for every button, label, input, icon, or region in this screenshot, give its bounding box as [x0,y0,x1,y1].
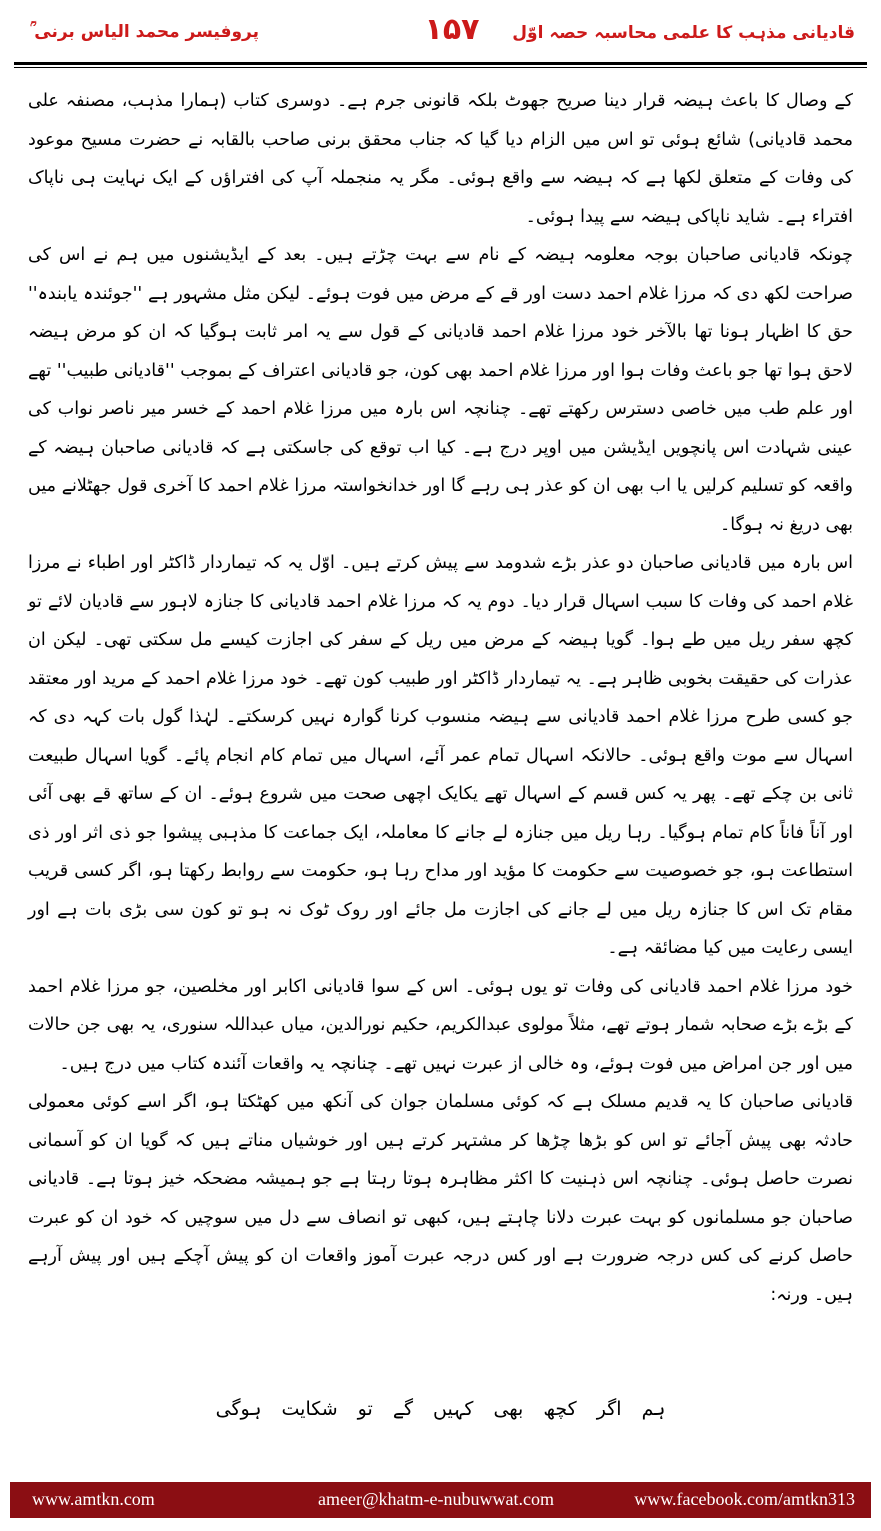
website-link[interactable]: www.amtkn.com [32,1489,155,1509]
facebook-link[interactable]: www.facebook.com/amtkn313 [634,1489,855,1509]
paragraph-2: چونکہ قادیانی صاحبان بوجہ معلومہ ہیضہ کے نام سے بہت چڑتے ہیں۔ بعد کے ایڈیشنوں میں ہم نے اس کی صراحت لکھ دی کہ مرزا غلام احمد دست اور قے کے مرض میں فوت ہوئے۔ لیکن مثل مشہور ہے ''جوئندہ یابندہ'' حق کا اظہار ہونا تھا بالآخر خود مرزا غلام احمد قادیانی کے قول سے یہ امر ثابت ہوگیا کہ ان کو مرض ہیضہ لاحق ہوا تھا جو باعث وفات ہوا اور مرزا غلام احمد بھی کون، جو قادیانی اعتراف کے بموجب ''قادیانی طبیب'' تھے اور علم طب میں خاصی دسترس رکھتے تھے۔ چنانچہ اس بارہ میں مرزا غلام احمد کے خسر میر ناصر نواب کی عینی شہادت اس پانچویں ایڈیشن میں اوپر درج ہے۔ کیا اب توقع کی جاسکتی ہے کہ قادیانی صاحبان ہیضہ کے واقعہ کو تسلیم کرلیں یا اب بھی ان کو عذر ہی رہے گا اور خدانخواستہ مرزا غلام احمد کا آخری قول جھٹلانے میں بھی دریغ نہ ہوگا۔ [28,245,853,535]
page-footer [10,1482,871,1518]
page-number: ۱۵۷ [424,12,480,47]
author-name: پروفیسر محمد الیاس برنی ؒ [30,22,260,42]
header-divider-thin [14,67,867,68]
paragraph-5: قادیانی صاحبان کا یہ قدیم مسلک ہے کہ کوئی مسلمان جوان کی آنکھ میں کھٹکتا ہو، اگر اسے کوئی معمولی حادثہ بھی پیش آجائے تو اس کو بڑھا چڑھا کر مشتہر کرتے ہیں اور خوشیاں مناتے ہیں کہ گویا ان کو آسمانی نصرت حاصل ہوئی۔ چنانچہ اس ذہنیت کا اکثر مظاہرہ ہوتا رہتا ہے جو ہمیشہ مضحکہ خیز ہوتا ہے۔ قادیانی صاحبان جو مسلمانوں کو بہت عبرت دلانا چاہتے ہیں، کبھی تو انصاف سے دل میں سوچیں کہ خود ان کو عبرت حاصل کرنے کی کس درجہ ضرورت ہے اور کس درجہ عبرت آموز واقعات ان کو پیش آچکے ہیں اور پیش آرہے ہیں۔ ورنہ: [28,1092,853,1305]
page-header [12,8,869,56]
email-link[interactable]: ameer@khatm-e-nubuwwat.com [318,1489,554,1509]
paragraph-4: خود مرزا غلام احمد قادیانی کی وفات تو یوں ہوئی۔ اس کے سوا قادیانی اکابر اور مخلصین، جو مرزا غلام احمد کے بڑے بڑے صحابہ شمار ہوتے تھے، مثلاً مولوی عبدالکریم، حکیم نورالدین، میاں عبداللہ سنوری، یہ بھی جن حالات میں اور جن امراض میں فوت ہوئے، وہ خالی از عبرت نہیں تھے۔ چنانچہ یہ واقعات آئندہ کتاب میں درج ہیں۔ [28,976,853,1074]
header-divider [14,62,867,65]
paragraph-3: اس بارہ میں قادیانی صاحبان دو عذر بڑے شدومد سے پیش کرتے ہیں۔ اوّل یہ کہ تیماردار ڈاکٹر اور اطباء نے مرزا غلام احمد کی وفات کا سبب اسہال قرار دیا۔ دوم یہ کہ مرزا غلام احمد قادیانی کا جنازہ لاہور سے قادیان لائے تو کچھ سفر ریل میں طے ہوا۔ گویا ہیضہ کے مرض میں ریل کے سفر کی اجازت کیسے مل سکتی تھی۔ لیکن ان عذرات کی حقیقت بخوبی ظاہر ہے۔ یہ تیماردار ڈاکٹر اور طبیب کون تھے۔ خود مرزا غلام احمد کے مرید اور معتقد جو کسی طرح مرزا غلام احمد قادیانی سے ہیضہ منسوب کرنا گوارہ نہیں کرسکتے۔ لہٰذا گول بات کہہ دی کہ اسہال سے موت واقع ہوئی۔ حالانکہ اسہال تمام عمر آئے، اسہال میں تمام کام انجام پائے۔ گویا اسہال طبیعت ثانی بن چکے تھے۔ پھر یہ کس قسم کے اسہال تھے یکایک اچھی صحت میں شروع ہوئے۔ ان کے ساتھ قے بھی آئی اور آناً فاناً کام تمام ہوگیا۔ رہا ریل میں جنازہ لے جانے کا معاملہ، ایک جماعت کا مذہبی پیشوا جو ذی اثر اور ذی استطاعت ہو، جو خصوصیت سے حکومت کا مؤید اور مداح رہا ہو، حکومت سے روابط رکھتا ہو، اگر کسی قریب مقام تک اس کا جنازہ ریل میں لے جانے کی اجازت مل جائے اور روک ٹوک نہ ہو تو کون سی بڑی بات ہے اور ایسی رعایت میں کیا مضائقہ ہے۔ [28,553,853,958]
paragraph-1: کے وصال کا باعث ہیضہ قرار دینا صریح جھوٹ بلکہ قانونی جرم ہے۔ دوسری کتاب (ہمارا مذہب، مصنفہ علی محمد قادیانی) شائع ہوئی تو اس میں الزام دیا گیا کہ جناب محقق برنی صاحب بالقابہ نے حضرت مسیح موعود کی وفات کے متعلق لکھا ہے کہ ہیضہ سے واقع ہوئی۔ مگر یہ منجملہ آپ کی افتراؤں کے ایک نہایت ہی ناپاک افتراء ہے۔ شاید ناپاکی ہیضہ سے پیدا ہوئی۔ [28,91,853,227]
book-title: قادیانی مذہب کا علمی محاسبہ حصہ اوّل [512,23,855,43]
poetry-verse: ہم اگر کچھ بھی کہیں گے تو شکایت ہوگی [215,1398,666,1420]
page-body [28,82,853,1314]
